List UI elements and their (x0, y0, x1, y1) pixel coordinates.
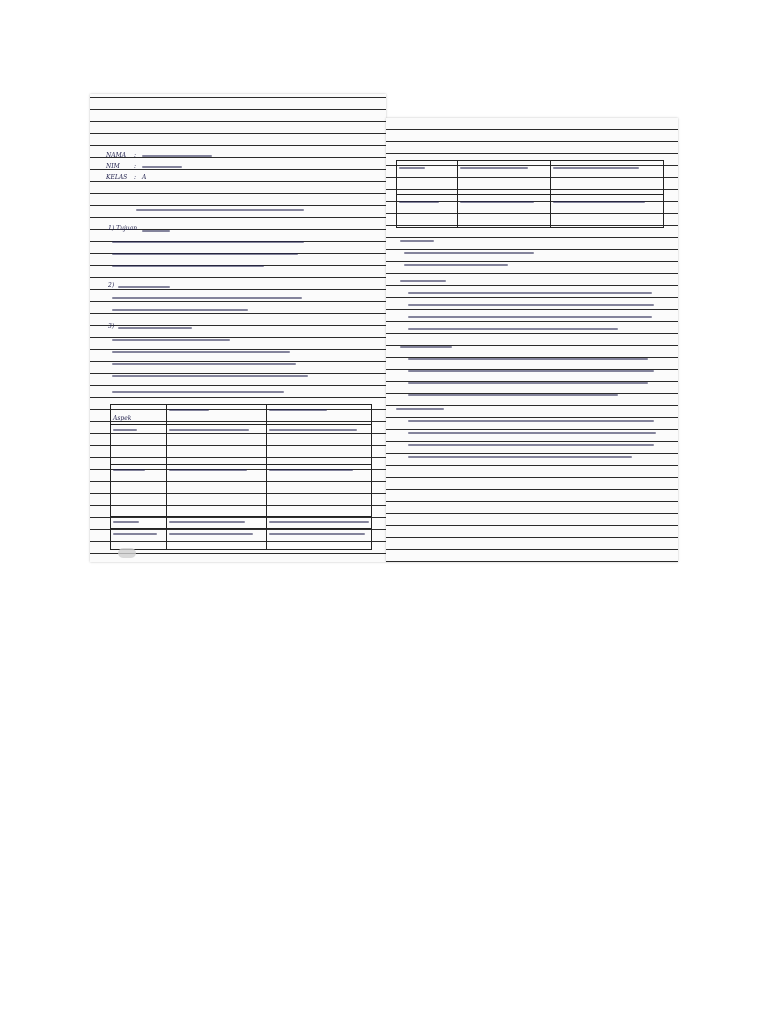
right-section-4-heading (396, 408, 444, 410)
table-row (111, 425, 372, 465)
section-1-heading: 1) Tujuan (108, 225, 138, 232)
nim-label: NIM (106, 163, 120, 170)
nim-value-scribble (142, 166, 182, 168)
section-2-heading: 2) (108, 282, 115, 289)
name-label: NAMA (106, 152, 127, 159)
right-section-1-heading (400, 240, 434, 242)
right-notebook-page (386, 118, 678, 562)
right-section-3-heading (400, 346, 452, 348)
right-section-2-heading (400, 280, 446, 282)
table-row (397, 161, 664, 195)
left-notebook-page: NAMA : NIM : KELAS : A 1) Tujuan 2) 3) Aspek (90, 94, 386, 562)
class-value: A (142, 174, 147, 181)
table-header-row (111, 405, 372, 425)
comparison-table (110, 404, 372, 550)
section-3-heading: 3) (108, 323, 115, 330)
table-row (111, 529, 372, 550)
table-row (397, 195, 664, 228)
table-row (111, 465, 372, 517)
page-stamp (118, 548, 136, 558)
title-scribble (136, 209, 304, 211)
table-header-aspek: Aspek (113, 415, 132, 422)
class-label: KELAS (106, 174, 128, 181)
table-row (111, 517, 372, 529)
name-value-scribble (142, 155, 212, 157)
continuation-table (396, 160, 664, 228)
